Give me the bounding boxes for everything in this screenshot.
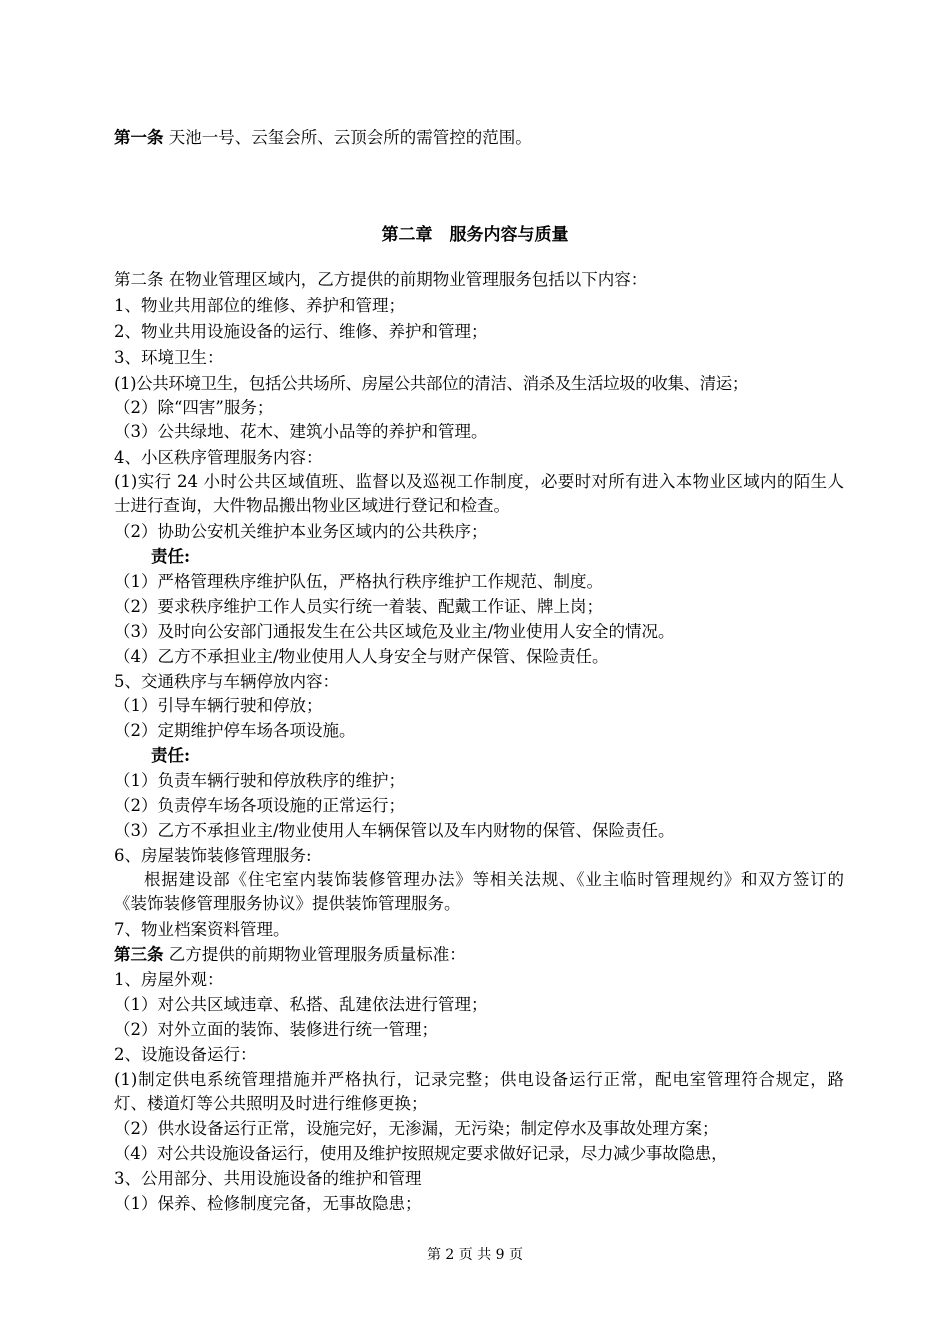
resp-1-2: （2）要求秩序维护工作人员实行统一着装、配戴工作证、牌上岗； xyxy=(114,597,603,616)
responsibility-heading-2: 责任: xyxy=(151,746,191,765)
article-1-label: 第一条 xyxy=(114,128,164,147)
responsibility-heading-1: 责任: xyxy=(151,547,191,566)
article-1 xyxy=(114,126,844,150)
item-7: 7、物业档案资料管理。 xyxy=(114,920,290,939)
item-3-1: (1)公共环境卫生，包括公共场所、房屋公共部位的清洁、消杀及生活垃圾的收集、清运； xyxy=(114,374,748,393)
item-5-1: （1）引导车辆行驶和停放； xyxy=(114,696,323,715)
resp-1-1: （1）严格管理秩序维护队伍，严格执行秩序维护工作规范、制度。 xyxy=(114,572,603,591)
resp-1-3: （3）及时向公安部门通报发生在公共区域危及业主/物业使用人安全的情况。 xyxy=(114,622,675,641)
article-2-intro: 第二条 在物业管理区域内，乙方提供的前期物业管理服务包括以下内容： xyxy=(114,270,648,289)
article-3-text: 乙方提供的前期物业管理服务质量标准： xyxy=(168,945,466,964)
item-5: 5、交通秩序与车辆停放内容： xyxy=(114,672,339,691)
resp-2-2: （2）负责停车场各项设施的正常运行； xyxy=(114,796,405,815)
item-3-2: （2）除“四害”服务； xyxy=(114,398,274,417)
std-1: 1、房屋外观： xyxy=(114,970,224,989)
resp-1-4: （4）乙方不承担业主/物业使用人人身安全与财产保管、保险责任。 xyxy=(114,647,609,666)
chapter-2-heading: 第二章 服务内容与质量 xyxy=(381,225,569,245)
item-3: 3、环境卫生： xyxy=(114,348,224,367)
item-4: 4、小区秩序管理服务内容： xyxy=(114,448,323,467)
std-1-2: （2）对外立面的装饰、装修进行统一管理； xyxy=(114,1020,438,1039)
item-4-2: （2）协助公安机关维护本业务区域内的公共秩序； xyxy=(114,522,488,541)
item-3-3: （3）公共绿地、花木、建筑小品等的养护和管理。 xyxy=(114,422,488,441)
article-3-intro xyxy=(114,943,844,967)
std-2: 2、设施设备运行： xyxy=(114,1045,257,1064)
std-1-1: （1）对公共区域违章、私搭、乱建依法进行管理； xyxy=(114,995,488,1014)
item-5-2: （2）定期维护停车场各项设施。 xyxy=(114,721,356,740)
article-1-text: 天池一号、云玺会所、云顶会所的需管控的范围。 xyxy=(168,128,532,147)
page-footer: 第 2 页 共 9 页 xyxy=(426,1247,524,1263)
resp-2-3: （3）乙方不承担业主/物业使用人车辆保管以及车内财物的保管、保险责任。 xyxy=(114,821,675,840)
std-3-1: （1）保养、检修制度完备，无事故隐患； xyxy=(114,1194,422,1213)
resp-2-1: （1）负责车辆行驶和停放秩序的维护； xyxy=(114,771,405,790)
item-1: 1、物业共用部位的维修、养护和管理； xyxy=(114,296,405,315)
std-2-2: （2）供水设备运行正常，设施完好，无渗漏，无污染；制定停水及事故处理方案； xyxy=(114,1119,719,1138)
article-3-label: 第三条 xyxy=(114,945,164,964)
item-6-text: 根据建设部《住宅室内装饰装修管理办法》等相关法规、《业主临时管理规约》和双方签订的《装饰装修管理服务协议》提供装饰管理服务。 xyxy=(114,870,844,913)
item-6: 6、房屋装饰装修管理服务: xyxy=(114,846,312,865)
std-2-1: (1)制定供电系统管理措施并严格执行，记录完整；供电设备运行正常，配电室管理符合规定，路灯、楼道灯等公共照明及时进行维修更换； xyxy=(114,1070,844,1113)
std-2-4: （4）对公共设施设备运行，使用及维护按照规定要求做好记录，尽力减少事故隐患， xyxy=(114,1144,728,1163)
std-3: 3、公用部分、共用设施设备的维护和管理 xyxy=(114,1169,422,1188)
item-2: 2、物业共用设施设备的运行、维修、养护和管理； xyxy=(114,322,488,341)
item-4-1: (1)实行 24 小时公共区域值班、监督以及巡视工作制度，必要时对所有进入本物业区域内的陌生人士进行查询，大件物品搬出物业区域进行登记和检查。 xyxy=(114,472,844,515)
